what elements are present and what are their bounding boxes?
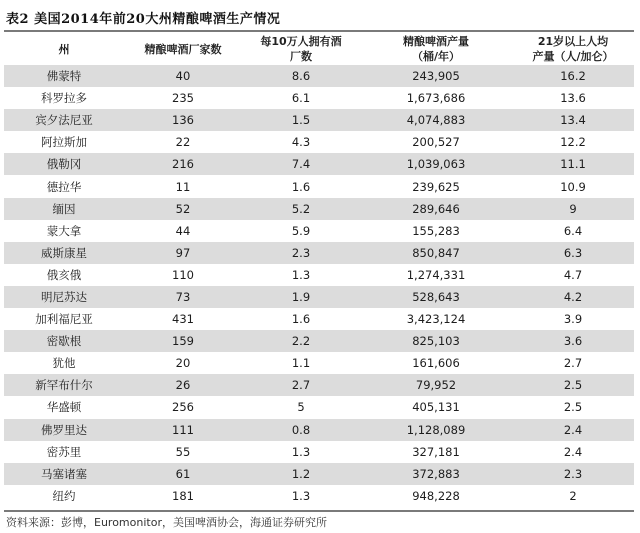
- cell-per-100k: 2.7: [242, 374, 360, 396]
- header-per-100k: [242, 33, 360, 65]
- cell-per-capita: 9: [512, 198, 634, 220]
- cell-volume: 327,181: [360, 441, 512, 463]
- cell-state: 马塞诸塞: [4, 463, 124, 485]
- cell-breweries: 97: [124, 242, 242, 264]
- table-row: [4, 463, 634, 485]
- table-title: 表2 美国2014年前20大州精酿啤酒生产情况: [6, 12, 281, 27]
- cell-per-capita: 13.4: [512, 109, 634, 131]
- cell-volume: 528,643: [360, 286, 512, 308]
- cell-state: 纽约: [4, 485, 124, 507]
- cell-per-100k: 1.6: [242, 308, 360, 330]
- table-body: [4, 65, 634, 507]
- cell-volume: 200,527: [360, 131, 512, 153]
- cell-state: 加利福尼亚: [4, 308, 124, 330]
- cell-volume: 4,074,883: [360, 109, 512, 131]
- cell-per-100k: 8.6: [242, 65, 360, 87]
- cell-per-capita: 3.9: [512, 308, 634, 330]
- cell-breweries: 256: [124, 396, 242, 418]
- cell-breweries: 159: [124, 330, 242, 352]
- cell-breweries: 11: [124, 175, 242, 197]
- header-per-100k-line2: 厂数: [290, 50, 312, 63]
- cell-breweries: 44: [124, 220, 242, 242]
- cell-state: 威斯康星: [4, 242, 124, 264]
- cell-breweries: 111: [124, 419, 242, 441]
- cell-volume: 948,228: [360, 485, 512, 507]
- cell-per-100k: 1.5: [242, 109, 360, 131]
- cell-per-capita: 11.1: [512, 153, 634, 175]
- brewery-table: [4, 33, 634, 507]
- table-row: [4, 352, 634, 374]
- cell-state: 德拉华: [4, 175, 124, 197]
- table-row: [4, 264, 634, 286]
- cell-breweries: 73: [124, 286, 242, 308]
- cell-per-capita: 16.2: [512, 65, 634, 87]
- table-row: [4, 485, 634, 507]
- header-breweries-label: 精酿啤酒厂家数: [144, 42, 222, 56]
- cell-per-capita: 2: [512, 485, 634, 507]
- cell-volume: 825,103: [360, 330, 512, 352]
- cell-volume: 372,883: [360, 463, 512, 485]
- cell-per-capita: 12.2: [512, 131, 634, 153]
- cell-per-100k: 5.2: [242, 198, 360, 220]
- source-note: 资料来源：彭博，Euromonitor，美国啤酒协会，海通证券研究所: [6, 516, 327, 529]
- cell-per-100k: 6.1: [242, 87, 360, 109]
- cell-state: 缅因: [4, 198, 124, 220]
- cell-breweries: 136: [124, 109, 242, 131]
- cell-per-capita: 2.3: [512, 463, 634, 485]
- cell-per-100k: 1.1: [242, 352, 360, 374]
- cell-per-capita: 2.4: [512, 419, 634, 441]
- table-row: [4, 441, 634, 463]
- cell-breweries: 55: [124, 441, 242, 463]
- cell-per-100k: 7.4: [242, 153, 360, 175]
- cell-state: 密苏里: [4, 441, 124, 463]
- cell-volume: 850,847: [360, 242, 512, 264]
- cell-per-capita: 2.5: [512, 396, 634, 418]
- header-per-capita: [512, 33, 634, 65]
- cell-volume: 289,646: [360, 198, 512, 220]
- cell-breweries: 61: [124, 463, 242, 485]
- cell-per-capita: 6.4: [512, 220, 634, 242]
- cell-volume: 1,673,686: [360, 87, 512, 109]
- bottom-divider: [4, 510, 634, 512]
- cell-volume: 161,606: [360, 352, 512, 374]
- cell-volume: 3,423,124: [360, 308, 512, 330]
- cell-per-capita: 4.2: [512, 286, 634, 308]
- cell-breweries: 110: [124, 264, 242, 286]
- cell-state: 俄亥俄: [4, 264, 124, 286]
- cell-per-capita: 13.6: [512, 87, 634, 109]
- header-row: [4, 33, 634, 65]
- table-row: [4, 65, 634, 87]
- cell-breweries: 431: [124, 308, 242, 330]
- cell-volume: 79,952: [360, 374, 512, 396]
- cell-state: 佛罗里达: [4, 419, 124, 441]
- cell-per-capita: 4.7: [512, 264, 634, 286]
- header-volume-line2: （桶/年）: [411, 50, 461, 63]
- table-row: [4, 419, 634, 441]
- header-breweries: [124, 33, 242, 65]
- cell-per-capita: 2.5: [512, 374, 634, 396]
- cell-per-100k: 5.9: [242, 220, 360, 242]
- cell-per-100k: 5: [242, 396, 360, 418]
- table-row: [4, 220, 634, 242]
- header-state: [4, 33, 124, 65]
- table-row: [4, 308, 634, 330]
- cell-per-capita: 2.4: [512, 441, 634, 463]
- table-row: [4, 153, 634, 175]
- table-row: [4, 286, 634, 308]
- cell-volume: 239,625: [360, 175, 512, 197]
- cell-per-100k: 2.3: [242, 242, 360, 264]
- table-row: [4, 109, 634, 131]
- cell-state: 新罕布什尔: [4, 374, 124, 396]
- cell-per-capita: 2.7: [512, 352, 634, 374]
- header-volume-line1: 精酿啤酒产量: [403, 35, 469, 48]
- cell-per-100k: 4.3: [242, 131, 360, 153]
- cell-breweries: 26: [124, 374, 242, 396]
- header-state-label: 州: [58, 42, 70, 56]
- cell-breweries: 216: [124, 153, 242, 175]
- table-row: [4, 374, 634, 396]
- cell-per-100k: 1.3: [242, 264, 360, 286]
- cell-volume: 1,039,063: [360, 153, 512, 175]
- cell-breweries: 22: [124, 131, 242, 153]
- cell-per-capita: 3.6: [512, 330, 634, 352]
- header-volume: [360, 33, 512, 65]
- title-divider: [4, 30, 634, 32]
- cell-per-100k: 1.6: [242, 175, 360, 197]
- cell-volume: 155,283: [360, 220, 512, 242]
- cell-breweries: 20: [124, 352, 242, 374]
- cell-per-100k: 0.8: [242, 419, 360, 441]
- cell-state: 佛蒙特: [4, 65, 124, 87]
- cell-volume: 243,905: [360, 65, 512, 87]
- cell-per-100k: 1.3: [242, 441, 360, 463]
- cell-per-capita: 10.9: [512, 175, 634, 197]
- cell-breweries: 235: [124, 87, 242, 109]
- table-row: [4, 396, 634, 418]
- cell-per-100k: 2.2: [242, 330, 360, 352]
- cell-breweries: 181: [124, 485, 242, 507]
- cell-state: 华盛顿: [4, 396, 124, 418]
- header-per-capita-line2: 产量（人/加仑）: [532, 50, 614, 63]
- table-row: [4, 87, 634, 109]
- cell-breweries: 40: [124, 65, 242, 87]
- cell-per-100k: 1.9: [242, 286, 360, 308]
- cell-state: 犹他: [4, 352, 124, 374]
- cell-state: 密歇根: [4, 330, 124, 352]
- cell-state: 科罗拉多: [4, 87, 124, 109]
- cell-state: 俄勒冈: [4, 153, 124, 175]
- table-row: [4, 242, 634, 264]
- table-row: [4, 198, 634, 220]
- cell-per-100k: 1.3: [242, 485, 360, 507]
- table-row: [4, 175, 634, 197]
- cell-state: 明尼苏达: [4, 286, 124, 308]
- cell-per-capita: 6.3: [512, 242, 634, 264]
- cell-state: 蒙大拿: [4, 220, 124, 242]
- cell-state: 宾夕法尼亚: [4, 109, 124, 131]
- cell-volume: 1,274,331: [360, 264, 512, 286]
- cell-volume: 405,131: [360, 396, 512, 418]
- header-per-capita-line1: 21岁以上人均: [537, 35, 609, 48]
- cell-volume: 1,128,089: [360, 419, 512, 441]
- cell-breweries: 52: [124, 198, 242, 220]
- header-per-100k-line1: 每10万人拥有酒: [260, 35, 342, 48]
- cell-state: 阿拉斯加: [4, 131, 124, 153]
- table-row: [4, 330, 634, 352]
- table-row: [4, 131, 634, 153]
- cell-per-100k: 1.2: [242, 463, 360, 485]
